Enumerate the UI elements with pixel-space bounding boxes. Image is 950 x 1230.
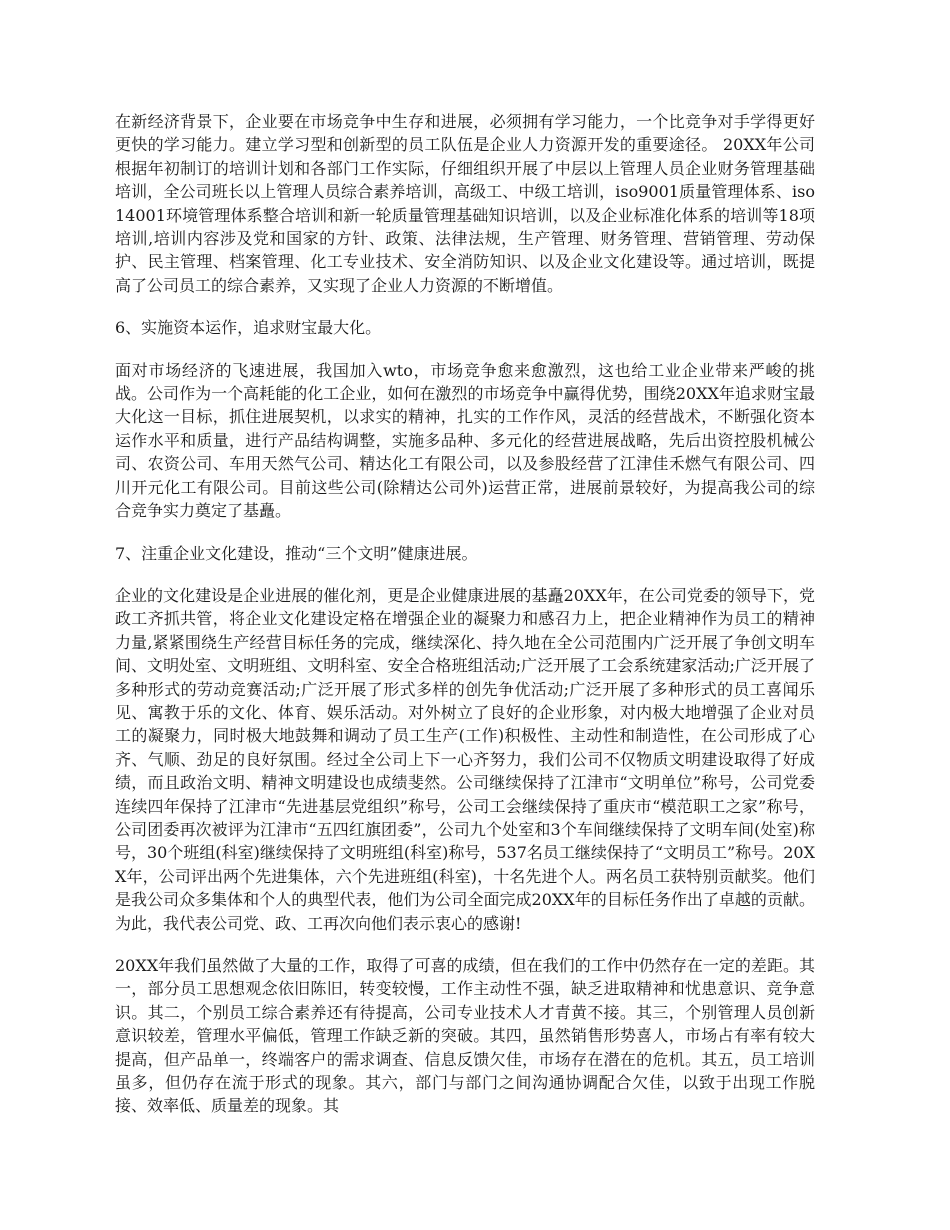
section-heading-culture: 7、注重企业文化建设，推动“三个文明”健康进展。 (115, 543, 478, 563)
document-body (115, 110, 815, 1118)
paragraph-shortcomings: 20XX年我们虽然做了大量的工作，取得了可喜的成绩，但在我们的工作中仍然存在一定的差距。其一，部分员工思想观念依旧陈旧，转变较慢，工作主动性不强，缺乏进取精神和忧患意识、竞争意识。其二，个别员工综合素养还有待提高，公司专业技术人才青黄不接。其三，个别管理人员创新意识较差，管理水平偏低，管理工作缺乏新的突破。其四，虽然销售形势喜人，市场占有率有较大提高，但产品单一，终端客户的需求调查、信息反馈欠佳，市场存在潜在的危机。其五，员工培训虽多，但仍存在流于形式的现象。其六，部门与部门之间沟通协调配合欠佳，以致于出现工作脱接、效率低、质量差的现象。其 (115, 956, 815, 1116)
section-heading-capital: 6、实施资本运作，追求财宝最大化。 (115, 318, 382, 338)
paragraph-corporate-culture: 企业的文化建设是企业进展的催化剂，更是企业健康进展的基矗20XX年，在公司党委的领导下，党政工齐抓共管，将企业文化建设定格在增强企业的凝聚力和感召力上，把企业精神作为员工的精神力量,紧紧围绕生产经营目标任务的完成，继续深化、持久地在全公司范围内广泛开展了争创文明车间、文明处室、文明班组、文明科室、安全合格班组活动;广泛开展了工会系统建家活动;广泛开展了多种形式的劳动竞赛活动;广泛开展了形式多样的创先争优活动;广泛开展了多种形式的员工喜闻乐见、寓教于乐的文化、体育、娱乐活动。对外树立了良好的企业形象，对内极大地增强了企业对员工的凝聚力，同时极大地鼓舞和调动了员工生产(工作)积极性、主动性和制造性，在公司形成了心齐、气顺、劲足的良好氛围。经过全公司上下一心齐努力，我们公司不仅物质文明建设取得了好成绩，而且政治文明、精神文明建设也成绩斐然。公司继续保持了江津市“文明单位”称号，公司党委连续四年保持了江津市“先进基层党组织”称号，公司工会继续保持了重庆市“模范职工之家”称号，公司团委再次被评为江津市“五四红旗团委”，公司九个处室和3个车间继续保持了文明车间(处室)称号，30个班组(科室)继续保持了文明班组(科室)称号，537名员工继续保持了“文明员工”称号。20XX年，公司评出两个先进集体，六个先进班组(科室)，十名先进个人。两名员工获特别贡献奖。他们是我公司众多集体和个人的典型代表，他们为公司全面完成20XX年的目标任务作出了卓越的贡献。为此，我代表公司党、政、工再次向他们表示衷心的感谢! (115, 585, 815, 933)
paragraph-capital-operation: 面对市场经济的飞速进展，我国加入wto，市场竞争愈来愈激烈，这也给工业企业带来严峻的挑战。公司作为一个高耗能的化工企业，如何在激烈的市场竞争中赢得优势，围绕20XX年追求财宝最大化这一目标，抓住进展契机，以求实的精神，扎实的工作作风，灵活的经营战术，不断强化资本运作水平和质量，进行产品结构调整，实施多品种、多元化的经营进展战略，先后出资控股机械公司、农资公司、车用天然气公司、精达化工有限公司，以及参股经营了江津佳禾燃气有限公司、四川开元化工有限公司。目前这些公司(除精达公司外)运营正常，进展前景较好，为提高我公司的综合竞争实力奠定了基矗。 (115, 360, 815, 521)
paragraph-training: 在新经济背景下，企业要在市场竞争中生存和进展，必须拥有学习能力，一个比竞争对手学得更好更快的学习能力。建立学习型和创新型的员工队伍是企业人力资源开发的重要途径。 20XX年公司根据年初制订的培训计划和各部门工作实际，仔细组织开展了中层以上管理人员企业财务管理基础培训，全公司班长以上管理人员综合素养培训，高级工、中级工培训，iso9001质量管理体系、iso14001环境管理体系整合培训和新一轮质量管理基础知识培训，以及企业标准化体系的培训等18项培训,培训内容涉及党和国家的方针、政策、法律法规，生产管理、财务管理、营销管理、劳动保护、民主管理、档案管理、化工专业技术、安全消防知识、以及企业文化建设等。通过培训，既提高了公司员工的综合素养，又实现了企业人力资源的不断增值。 (115, 112, 815, 295)
